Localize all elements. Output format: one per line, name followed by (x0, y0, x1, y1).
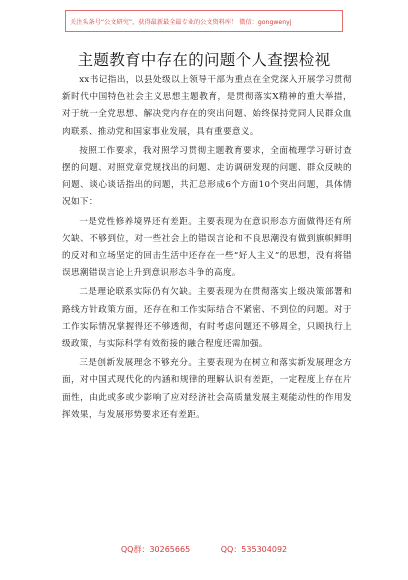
footer-qq-group: QQ群：30265665 (120, 545, 191, 554)
paragraph-issue-3: 三是创新发展理念不够充分。主要表现为在树立和落实新发展理念方面，对中国式现代化的内涵和规律的理解认识有差距，一定程度上存在片面性，由此或多或少影响了应对经济社会高质量发展主观能动性的作用发挥效果，与发展形势要求还有差距。 (62, 358, 352, 420)
promo-banner (65, 10, 343, 32)
page-footer (0, 544, 408, 555)
paragraph-issue-2: 二是理论联系实际仍有欠缺。主要表现为在贯彻落实上级决策部署和路线方针政策方面，还存在和工作实际结合不紧密、不到位的问题。对于工作实际情况掌握得还不够透彻，有时考虑问题还不够周全，只顾执行上级政策，与实际科学有效衔接的融合程度还需加强。 (62, 287, 352, 350)
footer-qq: QQ：535304092 (220, 545, 288, 554)
document-body (62, 72, 352, 426)
paragraph-intro: xx书记指出，以县处级以上领导干部为重点在全党深入开展学习贯彻新时代中国特色社会主义思想主题教育，是贯彻落实X精神的重大举措，对于统一全党思想、解决党内存在的突出问题、始终保持党同人民群众血肉联系、推动党和国家事业发展，具有重要意义。 (62, 75, 352, 137)
document-title: 主题教育中存在的问题个人查摆检视 (77, 51, 331, 69)
promo-banner-text: 关注头条号“公文研究”，获得最新最全最专业的公文资料库！ 微信：gongwenyj (70, 18, 292, 26)
paragraph-issue-1: 一是党性修养境界还有差距。主要表现为在意识形态方面做得还有所欠缺、不够到位，对一些社会上的错误言论和不良思潮没有做到旗帜鲜明的反对和立场坚定的回击生活中还存在一些“好人主义”的思想，没有将错误思潮错误言论上升到意识形态斗争的高度。 (62, 216, 352, 279)
paragraph-summary: 按照工作要求，我对照学习贯彻主题教育要求，全面梳理学习研讨查摆的问题、对照党章党规找出的问题、走访调研发现的问题、群众反映的问题、谈心谈话指出的问题，共汇总形成6个方面10个突出问题，具体情况如下： (62, 145, 352, 208)
